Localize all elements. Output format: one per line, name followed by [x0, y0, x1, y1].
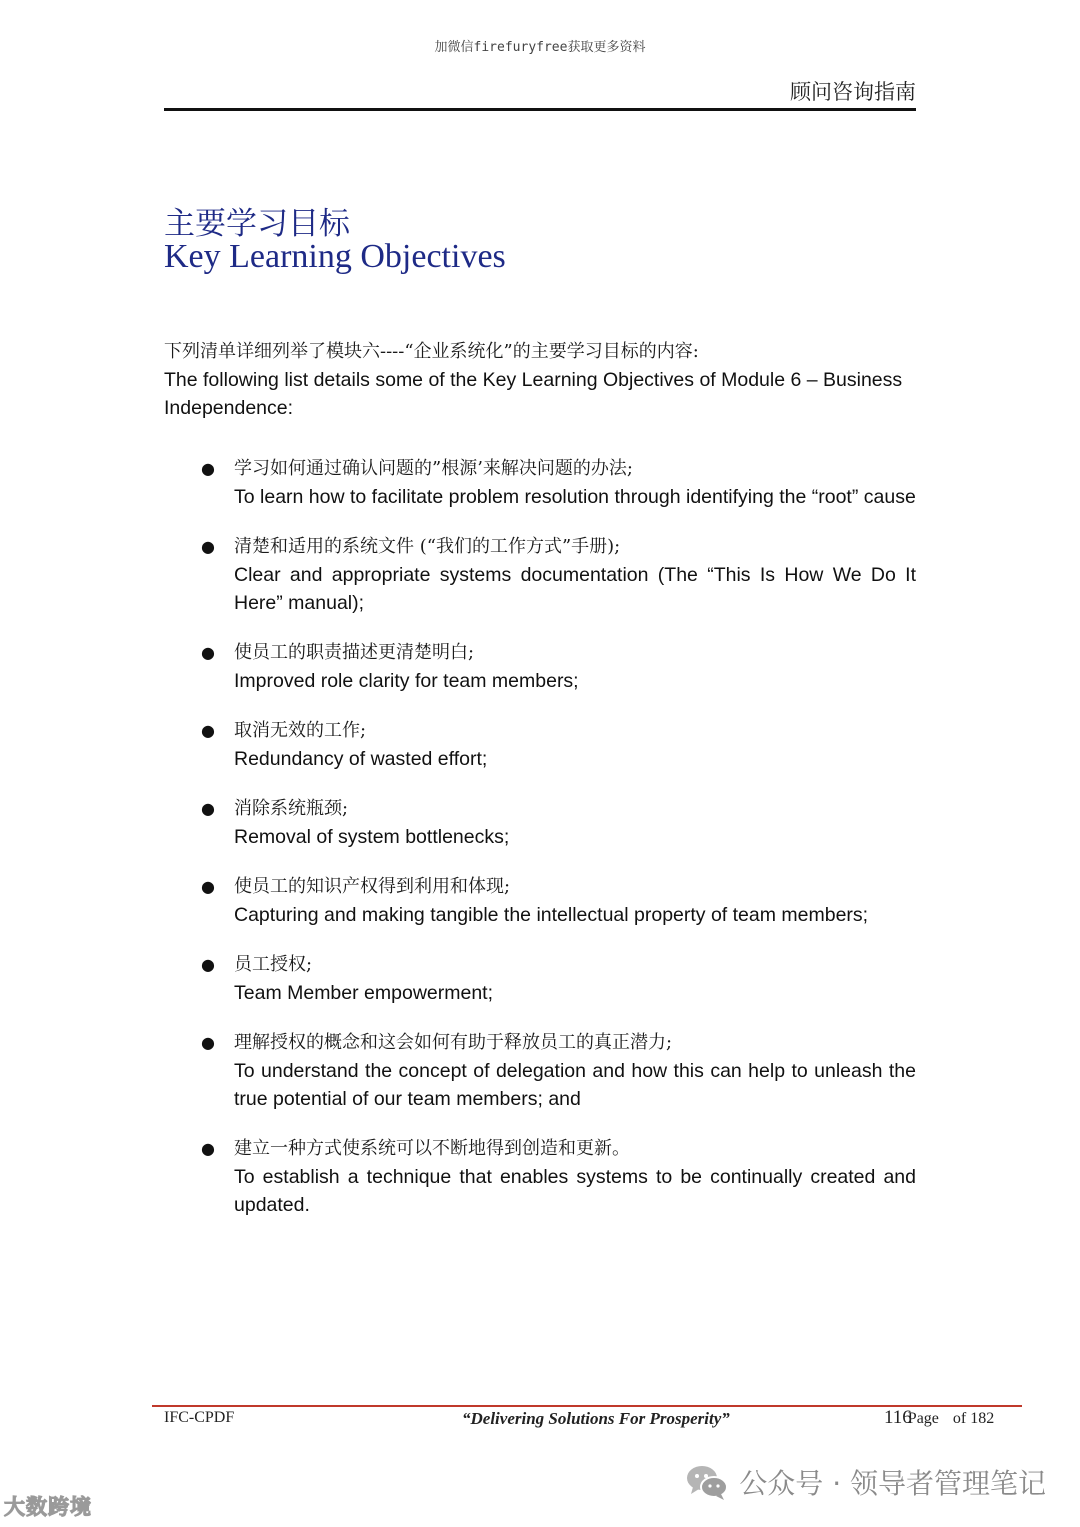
objective-text-zh: 建立一种方式使系统可以不断地得到创造和更新。 — [234, 1138, 630, 1159]
objective-text-zh: 清楚和适用的系统文件 (“我们的工作方式”手册); — [234, 536, 621, 557]
list-item — [164, 639, 916, 695]
footer-org: IFC-CPDF — [164, 1409, 235, 1426]
objective-text-zh: 员工授权; — [234, 954, 313, 975]
objective-text-en: Improved role clarity for team members; — [234, 670, 579, 692]
list-item — [164, 455, 916, 511]
bullet-icon: ● — [201, 721, 215, 740]
objective-text-en: Redundancy of wasted effort; — [234, 748, 488, 770]
objective-text-zh: 使员工的职责描述更清楚明白; — [234, 642, 475, 663]
objective-text-zh: 取消无效的工作; — [234, 720, 367, 741]
list-item — [164, 533, 916, 617]
list-item — [164, 1029, 916, 1113]
objectives-list — [164, 455, 916, 1241]
objective-text-en: To understand the concept of delegation and how this can help to unleash the true potential of our team members; and — [234, 1060, 916, 1110]
list-item — [164, 1135, 916, 1219]
intro-text-zh: 下列清单详细列举了模块六----“企业系统化”的主要学习目标的内容: — [164, 341, 699, 362]
objective-text-zh: 消除系统瓶颈; — [234, 798, 349, 819]
wechat-icon — [685, 1462, 729, 1502]
list-item — [164, 951, 916, 1007]
bullet-icon: ● — [201, 799, 215, 818]
page-counter — [884, 1407, 994, 1429]
header-title: 顾问咨询指南 — [790, 80, 916, 104]
objective-text-zh: 学习如何通过确认问题的”根源’来解决问题的办法; — [234, 458, 633, 479]
page-title-en: Key Learning Objectives — [164, 238, 506, 275]
bullet-icon: ● — [201, 877, 215, 896]
objective-text-zh: 使员工的知识产权得到利用和体现; — [234, 876, 511, 897]
bullet-icon: ● — [201, 459, 215, 478]
bullet-icon: ● — [201, 643, 215, 662]
brand-logo-watermark: 大数跨境 — [4, 1495, 92, 1519]
objective-text-en: To establish a technique that enables systems to be continually created and updated. — [234, 1166, 916, 1216]
page-title-zh: 主要学习目标 — [164, 206, 350, 242]
list-item — [164, 717, 916, 773]
list-item — [164, 873, 916, 929]
objective-text-zh: 理解授权的概念和这会如何有助于释放员工的真正潜力; — [234, 1032, 673, 1053]
objective-text-en: Team Member empowerment; — [234, 982, 494, 1004]
bullet-icon: ● — [201, 1033, 215, 1052]
bullet-icon: ● — [201, 955, 215, 974]
intro-paragraph — [164, 338, 916, 422]
header-divider — [164, 108, 916, 111]
top-watermark: 加微信firefuryfree获取更多资料 — [434, 40, 646, 55]
footer-slogan: “Delivering Solutions For Prosperity” — [462, 1409, 730, 1428]
intro-text-en: The following list details some of the Key Learning Objectives of Module 6 – Business Independence: — [164, 369, 903, 419]
page-number: 116 — [884, 1407, 912, 1428]
objective-text-en: Clear and appropriate systems documentation (The “This Is How We Do It Here” manual); — [234, 564, 916, 614]
objective-text-en: Removal of system bottlenecks; — [234, 826, 510, 848]
objective-text-en: To learn how to facilitate problem resolution through identifying the “root” cause — [234, 486, 916, 508]
page-label: Page — [907, 1410, 939, 1427]
page-total: of 182 — [952, 1410, 995, 1427]
bullet-icon: ● — [201, 537, 215, 556]
wechat-account-watermark — [685, 1462, 1046, 1502]
wechat-account-name: 公众号 · 领导者管理笔记 — [739, 1467, 1046, 1500]
objective-text-en: Capturing and making tangible the intellectual property of team members; — [234, 904, 869, 926]
list-item — [164, 795, 916, 851]
bullet-icon: ● — [201, 1139, 215, 1158]
